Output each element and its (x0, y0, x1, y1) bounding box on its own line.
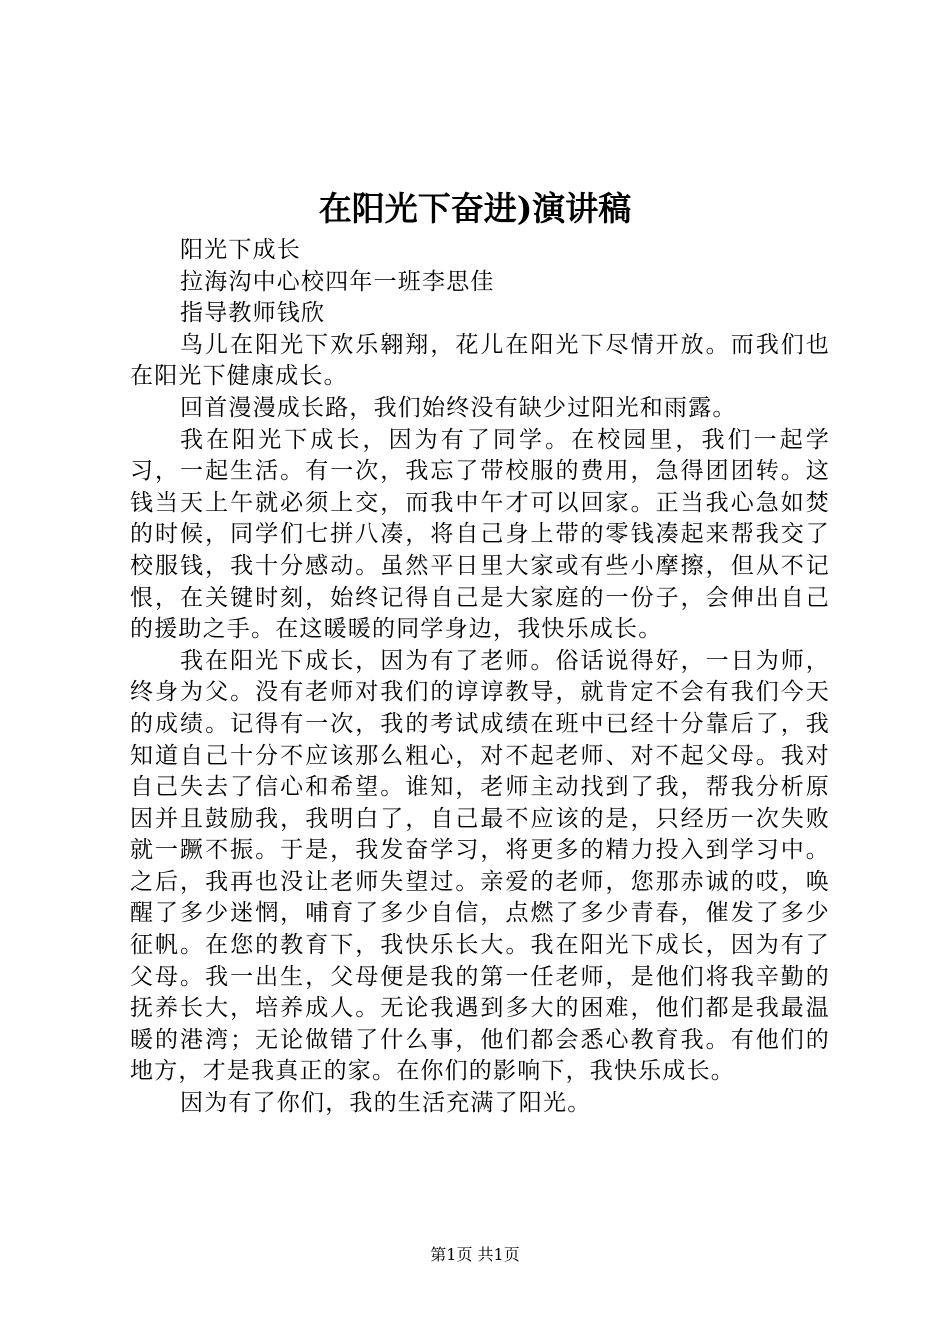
page-number-footer: 第1页 共1页 (430, 1245, 520, 1264)
paragraph: 鸟儿在阳光下欢乐翱翔，花儿在阳光下尽情开放。而我们也在阳光下健康成长。 (130, 331, 830, 390)
paragraph: 因为有了你们，我的生活充满了阳光。 (180, 1090, 592, 1117)
paragraph: 我在阳光下成长，因为有了同学。在校园里，我们一起学习，一起生活。有一次，我忘了带校服的费用，急得团团转。这钱当天上午就必须上交，而我中午才可以回家。正当我心急如焚的时候，同学们七拼八凑，将自己身上带的零钱凑起来帮我交了校服钱，我十分感动。虽然平日里大家或有些小摩擦，但从不记恨，在关键时刻，始终记得自己是大家庭的一份子，会伸出自己的援助之手。在这暖暖的同学身边，我快乐成长。 (130, 426, 830, 643)
document-title: 在阳光下奋进)演讲稿 (318, 189, 632, 228)
paragraph: 我在阳光下成长，因为有了老师。俗话说得好，一日为师，终身为父。没有老师对我们的谆谆教导，就肯定不会有我们今天的成绩。记得有一次，我的考试成绩在班中已经十分靠后了，我知道自己十分不应该那么粗心，对不起老师、对不起父母。我对自己失去了信心和希望。谁知，老师主动找到了我，帮我分析原因并且鼓励我，我明白了，自己最不应该的是，只经历一次失败就一蹶不振。于是，我发奋学习，将更多的精力投入到学习中。之后，我再也没让老师失望过。亲爱的老师，您那赤诚的哎，唤醒了多少迷惘，哺育了多少自信，点燃了多少青春，催发了多少征帆。在您的教育下，我快乐长大。我在阳光下成长，因为有了父母。我一出生，父母便是我的第一任老师，是他们将我辛勤的抚养长大，培养成人。无论我遇到多大的困难，他们都是我最温暖的港湾；无论做错了什么事，他们都会悉心教育我。有他们的地方，才是我真正的家。在你们的影响下，我快乐成长。 (130, 647, 830, 1085)
author-line: 拉海沟中心校四年一班李思佳 (180, 268, 495, 295)
teacher-line: 指导教师钱欣 (180, 300, 326, 327)
paragraph: 回首漫漫成长路，我们始终没有缺少过阳光和雨露。 (180, 394, 737, 421)
document-body (130, 235, 830, 1120)
speech-heading: 阳光下成长 (180, 237, 301, 263)
